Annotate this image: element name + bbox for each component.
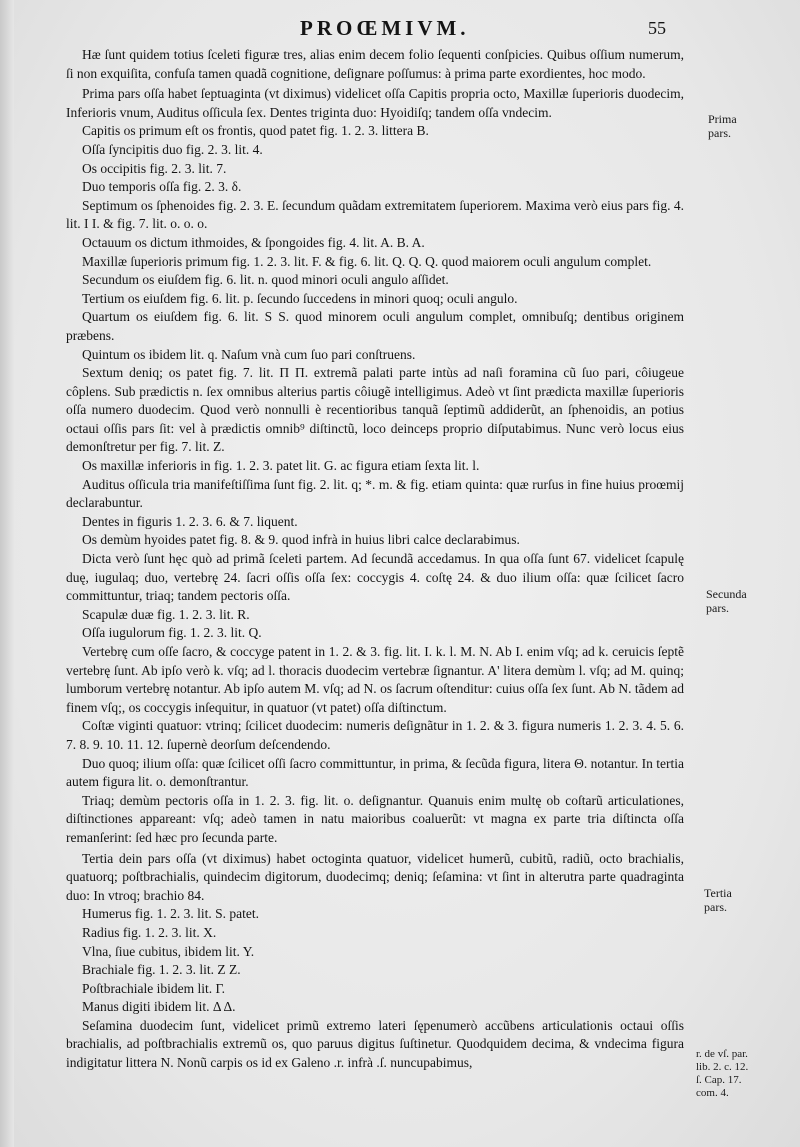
text-paragraph: Triaq; demùm pectoris oſſa in 1. 2. 3. fig. lit. o. deſignantur. Quanuis enim multę ob coſtarũ articulationes, diſtinctiones appareant: vſq; adeò tamen in natu maioribus coaluerũt: vt magna ex parte tria diſtincta oſſa remanſerint: ſed hæc pro ſecunda parte. (66, 792, 684, 845)
text-paragraph: Quintum os ibidem lit. q. Naſum vnà cum ſuo pari conſtruens. (82, 346, 416, 362)
margin-note-tertia-pars (704, 886, 732, 914)
text-paragraph: Quartum os eiuſdem fig. 6. lit. S S. quod minorem oculi angulum complet, omnibuſq; dentibus originem præbens. (66, 309, 684, 343)
text-paragraph: Duo quoq; ilium oſſa: quæ ſcilicet oſſi ſacro committuntur, in prima, & ſecũda figura, litera Θ. notantur. In tertia autem figura lit. o. demonſtrantur. (66, 755, 684, 790)
margin-note-secunda-pars (706, 587, 747, 615)
text-paragraph: Auditus oſſicula tria manifeſtiſſima ſunt fig. 2. lit. q; *. m. & fig. etiam quinta: quæ rurſus in fine huius proœmij declarabuntur. (66, 476, 684, 511)
text-paragraph: Hæ ſunt quidem totius ſceleti figuræ tres, alias enim decem folio ſequenti conſpicies. Quibus oſſium numerum, ſi non exquiſita, confuſa tamen quadã cognitione, deſignare poſſumus: à prima parte exordientes, hoc modo. (66, 47, 684, 81)
margin-note-line: pars. (706, 601, 729, 615)
text-paragraph: Tertium os eiuſdem fig. 6. lit. p. ſecundo ſuccedens in minori quoq; oculi angulo. (82, 290, 518, 306)
text-paragraph: Maxillæ ſuperioris primum fig. 1. 2. 3. lit. F. & fig. 6. lit. Q. Q. Q. quod maiorem oculi angulum complet. (82, 253, 652, 269)
text-paragraph: Vlna, ſiue cubitus, ibidem lit. Y. (82, 943, 255, 959)
text-paragraph: Radius fig. 1. 2. 3. lit. X. (82, 924, 217, 940)
margin-note-line: Secunda (706, 587, 747, 601)
margin-note-line: pars. (704, 900, 727, 914)
text-paragraph: Capitis os primum eſt os frontis, quod patet fig. 1. 2. 3. littera B. (82, 123, 429, 139)
text-paragraph: Humerus fig. 1. 2. 3. lit. S. patet. (82, 906, 259, 922)
running-title: PROŒMIVM. (300, 16, 470, 40)
text-paragraph: Dentes in figuris 1. 2. 3. 6. & 7. liquent. (82, 513, 298, 529)
text-paragraph: Os occipitis fig. 2. 3. lit. 7. (82, 160, 227, 176)
text-paragraph: Octauum os dictum ithmoides, & ſpongoides fig. 4. lit. A. B. A. (82, 234, 425, 250)
page-header (0, 16, 800, 46)
page-number: 55 (648, 18, 666, 38)
margin-note-line: pars. (708, 126, 731, 140)
text-paragraph: Manus digiti ibidem lit. Δ Δ. (82, 999, 236, 1015)
text-paragraph: Septimum os ſphenoides fig. 2. 3. E. ſecundum quãdam extremitatem ſuperiorem. Maxima verò eius pars fig. 4. lit. I I. & fig. 7. lit. o. o. o. (66, 197, 684, 232)
text-paragraph: Oſſa ſyncipitis duo fig. 2. 3. lit. 4. (82, 141, 263, 157)
text-paragraph: Os maxillæ inferioris in fig. 1. 2. 3. patet lit. G. ac figura etiam ſexta lit. l. (82, 458, 480, 474)
margin-note-line: com. 4. (696, 1087, 729, 1099)
text-paragraph: Coſtæ viginti quatuor: vtrinq; ſcilicet duodecim: numeris deſignãtur in 1. 2. & 3. figura numeris 1. 2. 3. 4. 5. 6. 7. 8. 9. 10. 11. 12. ſupernè deorſum deſcendendo. (66, 718, 684, 752)
text-paragraph: Prima pars oſſa habet ſeptuaginta (vt diximus) videlicet oſſa Capitis propria octo, Maxillæ ſuperioris duodecim, Inferioris vnum, Auditus oſſicula ſex. Dentes triginta duo: Hyoidiſq; tandem oſſa vndecim. (66, 86, 684, 120)
left-page-edge (0, 0, 14, 1147)
margin-note-line: lib. 2. c. 12. (696, 1061, 749, 1073)
margin-note-line: Tertia (704, 886, 732, 900)
text-paragraph: Scapulæ duæ fig. 1. 2. 3. lit. R. (82, 606, 250, 622)
text-paragraph: Secundum os eiuſdem fig. 6. lit. n. quod minori oculi angulo aſſidet. (82, 272, 449, 288)
text-paragraph: Tertia dein pars oſſa (vt diximus) habet octoginta quatuor, videlicet humerũ, cubitũ, radiũ, octo brachialis, quatuorq; poſtbrachialis, quindecim digitorum, duodecimq; deniq; ſeſamina: vt ſint in alterutra parte quadraginta duo: In vtroq; brachio 84. (66, 850, 684, 903)
text-paragraph: Vertebrę cum oſſe ſacro, & coccyge patent in 1. 2. & 3. fig. lit. I. k. l. M. N. Ab I. enim vſq; ad k. ceruicis ſeptẽ vertebrę ſunt. Ab ipſo verò k. vſq; ad l. thoracis duodecim vertebræ ſignantur. A' litera demùm l. vſq; ad M. quinq; lumborum vertebrę notantur. Ab ipſo autem M. vſq; ad N. os ſacrum oſtenditur: cuius oſſa ſex ſunt. Ab N. tãdem ad finem vſq;, os coccygis inſequitur, in quatuor (vt patet) oſſa diſtinctum. (66, 644, 684, 715)
main-text-block (66, 46, 684, 1073)
margin-note-line: Prima (708, 112, 737, 126)
text-paragraph: Poſtbrachiale ibidem lit. Γ. (82, 980, 226, 996)
text-paragraph: Dicta verò ſunt hęc quò ad primã ſceleti partem. Ad ſecundã accedamus. In qua oſſa ſunt 67. videlicet ſcapulę duę, iugulaq; duo, vertebrę 24. ſacri oſſis oſſa ſex: coccygis 4. coſtę 24. & duo ilium oſſa: quæ ſcilicet ſacro committuntur, triaq; tandem pectoris oſſa. (66, 551, 684, 604)
text-paragraph: Seſamina duodecim ſunt, videlicet primũ extremo lateri ſępenumerò accũbens articulationis octaui oſſis brachialis, ad poſtbrachialis extremũ os, quo paruus digitus ſuſtinetur. Quodquidem decima, & vndecima figura indigitatur littera N. Nonũ carpis os id ex Galeno .r. infrà .ſ. nuncupabimus, (66, 1017, 684, 1071)
margin-note-prima-pars (708, 112, 737, 140)
text-paragraph: Os demùm hyoides patet fig. 8. & 9. quod infrà in huius libri calce declarabimus. (82, 532, 520, 548)
text-paragraph: Brachiale fig. 1. 2. 3. lit. Z Z. (82, 962, 241, 978)
text-paragraph: Duo temporis oſſa fig. 2. 3. δ. (82, 179, 242, 195)
text-paragraph: Sextum deniq; os patet fig. 7. lit. Π Π. extremã palati parte intùs ad naſi foramina cũ ſuo pari, côiugeue côplens. Sub prædictis n. ſex omnibus alterius partis côiugẽ intelligimus. Adeò vt ſint prædicta maxillæ ſuperioris oſſa numero duodecim. Quod verò nonnulli è recentioribus tanquã ſeptimũ addiderũt, an ſphenoidis, an potius octaui oſſis pars ſit: vel à prædictis omnib⁹ diſtinctũ, loco deinceps proprio diſputabimus. Nunc verò locus eius demonſtretur per fig. 7. lit. Z. (66, 365, 684, 455)
margin-note-line: r. de vſ. par. (696, 1048, 748, 1060)
margin-note-reference (696, 1048, 748, 1100)
margin-note-line: ſ. Cap. 17. (696, 1074, 742, 1086)
text-paragraph: Oſſa iugulorum fig. 1. 2. 3. lit. Q. (82, 625, 262, 641)
